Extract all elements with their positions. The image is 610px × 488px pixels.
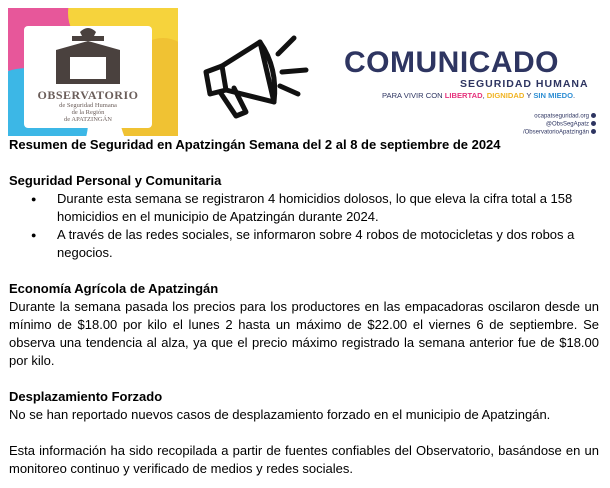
observatorio-logo — [8, 8, 178, 136]
seguridad-humana-subheading: SEGURIDAD HUMANA — [460, 78, 589, 90]
section-paragraph-economia: Durante la semana pasada los precios para los productores en las empacadoras oscilaron desde un mínimo de $18.00 por kilo el lunes 2 hasta un máximo de $22.00 el viernes 6 de septiembre. Se observa una tendencia al alza, ya que el precio máximo registrado la semana anterior fue de $18.00 por kilo. — [9, 299, 599, 368]
bullet-list — [9, 190, 599, 262]
logo-subtitle-line: de la Región — [71, 109, 105, 116]
social-icon — [591, 121, 596, 126]
logo-subtitle-line: de Seguridad Humana — [59, 102, 117, 109]
social-handle-text: @ObsSegApatz — [545, 121, 589, 128]
document-title: Resumen de Seguridad en Apatzingán Semana del 2 al 8 de septiembre de 2024 — [9, 137, 501, 152]
social-page-text: /ObservatorioApatzingán — [522, 129, 589, 136]
website-text: ocapatseguridad.org — [534, 113, 589, 120]
facebook-icon — [591, 129, 596, 134]
logo-title: OBSERVATORIO — [37, 88, 139, 102]
website-link[interactable] — [534, 113, 596, 120]
section-paragraph-desplazamiento: No se han reportado nuevos casos de desplazamiento forzado en el municipio de Apatzingán. — [9, 407, 551, 422]
header-banner — [8, 8, 602, 136]
document-body — [9, 136, 599, 478]
tagline — [382, 91, 575, 100]
closing-paragraph: Esta información ha sido recopilada a partir de fuentes confiables del Observatorio, basándose en un monitoreo continuo y verificado de medios y redes sociales. — [9, 443, 599, 476]
globe-icon — [591, 113, 596, 118]
building-icon — [50, 26, 126, 86]
tagline-sin-miedo: SIN MIEDO — [533, 91, 574, 100]
tagline-libertad: LIBERTAD — [444, 91, 483, 100]
list-item: ● Durante esta semana se registraron 4 homicidios dolosos, lo que eleva la cifra total a 158 homicidios en el municipio de Apatzingán durante 2024. — [9, 190, 599, 226]
comunicado-heading: COMUNICADO — [344, 46, 559, 79]
logo-subtitle-line: de APATZINGÁN — [64, 116, 112, 123]
tagline-separator: Y — [524, 91, 534, 100]
social-handle-link[interactable] — [546, 121, 596, 128]
tagline-suffix: . — [573, 91, 576, 100]
social-page-link[interactable] — [523, 129, 596, 136]
tagline-separator: , — [482, 91, 487, 100]
list-item: ● A través de las redes sociales, se informaron sobre 4 robos de motocicletas y dos robos a negocios. — [9, 226, 599, 262]
section-heading-desplazamiento: Desplazamiento Forzado — [9, 389, 163, 404]
tagline-dignidad: DIGNIDAD — [486, 91, 525, 100]
tagline-prefix: PARA VIVIR CON — [382, 91, 445, 100]
section-heading-economia: Economía Agrícola de Apatzingán — [9, 281, 219, 296]
megaphone-icon — [198, 28, 318, 128]
section-heading-seguridad: Seguridad Personal y Comunitaria — [9, 173, 222, 188]
